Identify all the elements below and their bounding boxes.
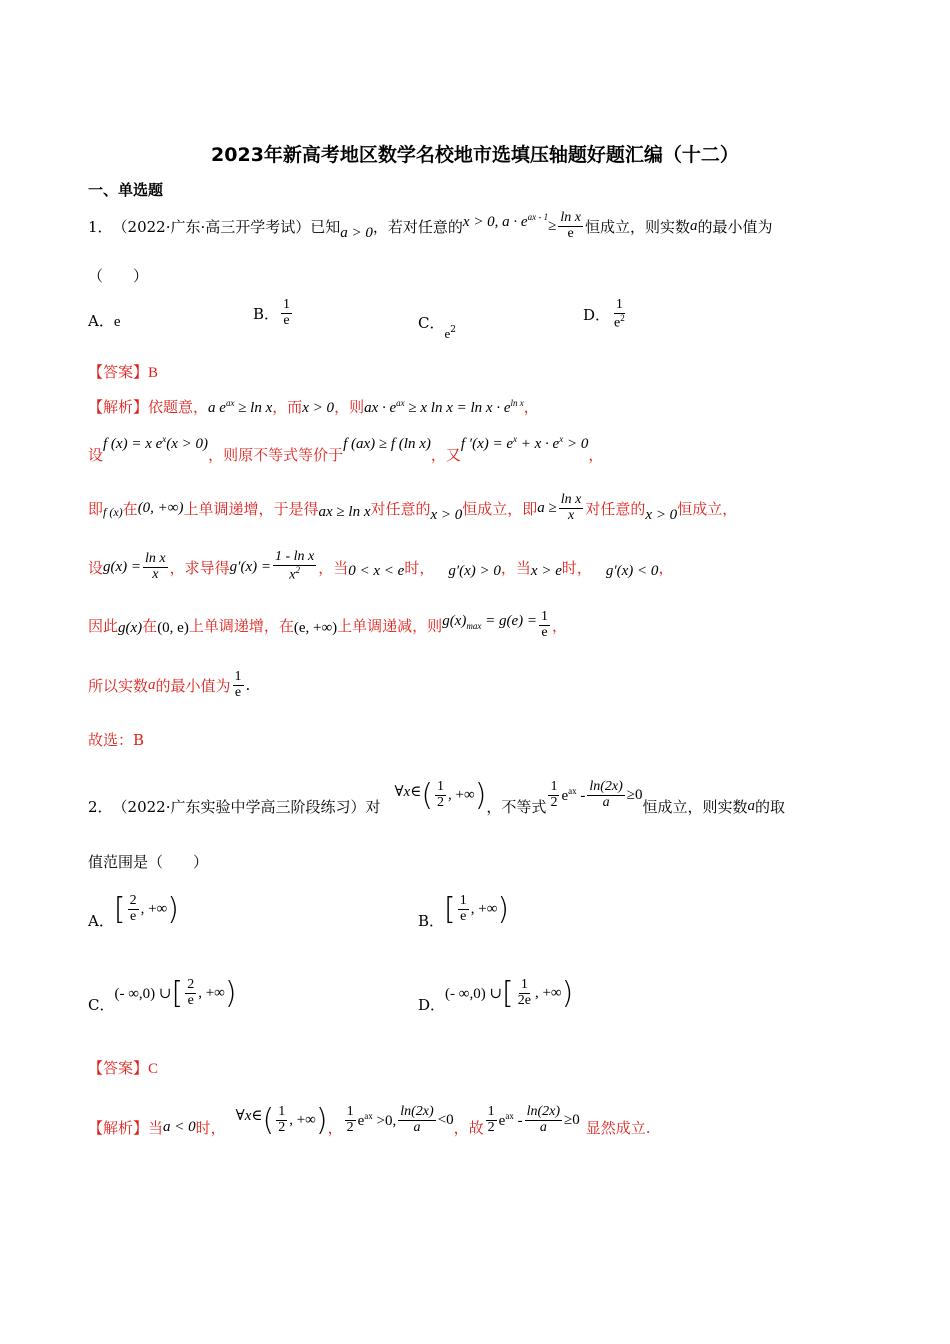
solution-line-2: 设f (x) = x $e^x(x > 0)$，则原不等式等价于f (ax) ≥ f (ln x)，又f $'(x) = e^x + x \cdot e^x > 0$， xyxy=(88,434,604,464)
option-a: A． [ $\frac{2}{e}$ , +∞ ) xyxy=(88,891,179,930)
math-condition: x > 0, $a \cdot e^{ax - 1}$ xyxy=(462,211,549,230)
option-d: D． (- ∞,0) ∪ [ $\frac{1}{2e}$ , +∞ ) xyxy=(418,975,574,1014)
stem-text: ，若对任意的 xyxy=(372,217,463,236)
section-heading: 一、单选题 xyxy=(88,181,164,199)
math-fraction: $\frac{\text{ln x}}{e}$ xyxy=(560,209,581,241)
solution-line-5: 因此 g(x) 在 (0, e) 上单调递增，在 (e, +∞) 上单调递减，则 $g(x)_{max} = g(e)$ = $\frac{1}{e}$ ， xyxy=(88,608,568,640)
question-2-stem-cont: 值范围是（ ） xyxy=(88,853,209,871)
stem-text: 恒成立，则实数 xyxy=(584,217,690,236)
option-a: A．e xyxy=(88,312,121,330)
question-source: （2022·广东·高三开学考试）已知 xyxy=(112,217,341,236)
math-variable: a xyxy=(689,217,698,234)
solution-line-4: 设 g(x) = $\frac{\text{ln x}}{x}$ ，求导得 g′(x) = $\frac{\text{1 - ln x}}{x^2}$ ，当 0 < x < e 时， g′(x) > 0 ，当 x > e 时， g′(x) < 0 ， xyxy=(88,549,674,583)
option-c: C． (- ∞,0) ∪ [ $\frac{2}{e}$ , +∞ ) xyxy=(88,975,237,1014)
answer-paren: （ ） xyxy=(88,267,149,285)
solution-line-3: 即 f (x) 在 (0, +∞) 上单调递增，于是得 ax ≥ ln x 对任意的 x > 0 恒成立，即 a ≥ $\frac{\text{ln x}}{x}$ 对任意的 x > 0 恒成立， xyxy=(88,491,738,523)
answer-line: 【答案】C xyxy=(88,1059,159,1077)
question-number: 1． xyxy=(88,217,113,236)
math-symbol: ≥ xyxy=(548,217,557,234)
question-2-stem: 2． （2022·广东实验中学高三阶段练习）对 ∀x∈ ( $\frac{1}{2}$ , +∞ ) ，不等式 $\frac{1}{2}$ $e^{ax}$ - $\frac{\ln(2x)}{a}$ ≥0 恒成立，则实数 a 的取 xyxy=(88,777,786,816)
option-d: D． $\frac{1}{e^2}$ xyxy=(583,297,625,331)
question-1-stem xyxy=(88,206,772,246)
option-b: B． [ $\frac{1}{e}$ , +∞ ) xyxy=(418,891,510,930)
solution-line-1: 【解析】依题意，a $e^{ax} \ge \ln x$，而x > 0，则ax · $e^{ax} \ge x$ $\ln x = \ln x \cdot e^{ln x}$， xyxy=(88,398,539,416)
solution-line-1: 【解析】 当 a < 0 时， ∀x∈ ( $\frac{1}{2}$ , +∞ ) ， $\frac{1}{2}$ $e^{ax} >0$, $\frac{\ln(2x)}{a}$ <0 ，故 $\frac{1}{2}$ $e^{ax}$ - $\frac{\ln(2x)}{a}$ ≥0 显然成立. xyxy=(88,1102,651,1138)
stem-text: 的最小值为 xyxy=(697,217,773,236)
solution-line-6: 所以实数 a 的最小值为 $\frac{1}{e}$ . xyxy=(88,668,251,700)
option-c: C．$e^2$ xyxy=(418,314,456,341)
answer-line: 【答案】B xyxy=(88,363,159,381)
math-condition: a > 0 xyxy=(340,224,373,241)
page-title: 2023年新高考地区数学名校地市选填压轴题好题汇编（十二） xyxy=(211,144,739,166)
option-b: B． $\frac{1}{e}$ xyxy=(253,297,291,328)
final-answer: 故选：B xyxy=(88,731,145,749)
